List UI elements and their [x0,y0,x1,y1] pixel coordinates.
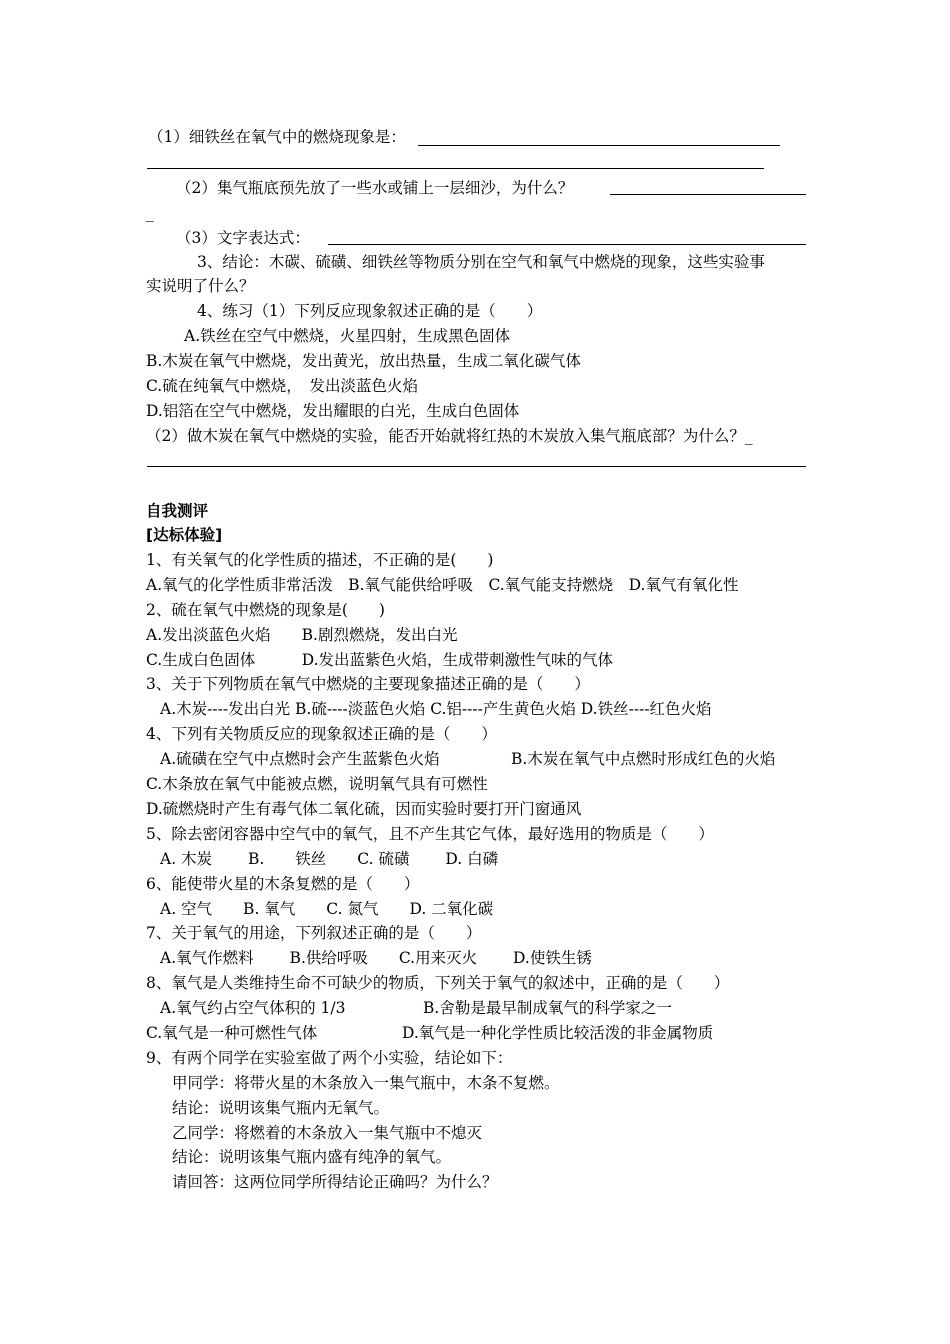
section-subheading: [达标体验] [146,526,223,544]
answer-blank-1-continued[interactable] [147,168,764,169]
answer-blank-4[interactable] [147,466,806,467]
test-q9-student-b: 乙同学：将燃着的木条放入一集气瓶中不熄灭 [172,1124,483,1142]
test-q3: 3、关于下列物质在氧气中燃烧的主要现象描述正确的是（ ） [146,675,590,693]
test-q2: 2、硫在氧气中燃烧的现象是( ) [146,601,385,619]
question-2-prompt: （2）集气瓶底预先放了一些水或铺上一层细沙，为什么？ [176,179,574,197]
test-q2-options-ab: A.发出淡蓝色火焰 B.剧烈燃烧，发出白光 [146,626,458,644]
test-q8-option-b: B.舍勒是最早制成氧气的科学家之一 [423,999,672,1017]
test-q2-options-cd: C.生成白色固体 D.发出蓝紫色火焰，生成带刺激性气味的气体 [146,651,614,669]
practice-option-a: A.铁丝在空气中燃烧，火星四射，生成黑色固体 [184,327,511,345]
test-q4-option-a: A.硫磺在空气中点燃时会产生蓝紫色火焰 [160,750,440,768]
test-q1-options: A.氧气的化学性质非常活泼 B.氧气能供给呼吸 C.氧气能支持燃烧 D.氧气有氧化性 [146,576,739,594]
practice-option-d: D.铝箔在空气中燃烧，发出耀眼的白光，生成白色固体 [146,402,520,420]
question-1-prompt: （1）细铁丝在氧气中的燃烧现象是： [148,128,406,146]
section-heading: 自我测评 [146,502,209,520]
practice-question-1: 4、练习（1）下列反应现象叙述正确的是（ ） [197,302,543,320]
test-q9-conclusion-a: 结论：说明该集气瓶内无氧气。 [172,1099,390,1117]
test-q9-prompt: 请回答：这两位同学所得结论正确吗？为什么？ [172,1173,498,1191]
answer-blank-2-tail: _ [146,204,154,222]
test-q5: 5、除去密闭容器中空气中的氧气，且不产生其它气体，最好选用的物质是（ ） [146,825,714,843]
practice-option-b: B.木炭在氧气中燃烧，发出黄光，放出热量，生成二氧化碳气体 [146,352,581,370]
test-q9: 9、有两个同学在实验室做了两个小实验，结论如下： [146,1049,513,1067]
conclusion-line-2: 实说明了什么？ [146,277,255,295]
question-3-prompt: （3）文字表达式： [176,229,310,247]
test-q7-options: A.氧气作燃料 B.供给呼吸 C.用来灭火 D.使铁生锈 [160,949,592,967]
test-q1: 1、有关氧气的化学性质的描述，不正确的是( ) [146,551,494,569]
test-q6: 6、能使带火星的木条复燃的是（ ） [146,875,420,893]
test-q9-conclusion-b: 结论：说明该集气瓶内盛有纯净的氧气。 [172,1148,452,1166]
test-q8: 8、氧气是人类维持生命不可缺少的物质，下列关于氧气的叙述中，正确的是（ ） [146,974,730,992]
test-q8-option-d: D.氧气是一种化学性质比较活泼的非金属物质 [402,1024,714,1042]
test-q6-options: A. 空气 B. 氧气 C. 氮气 D. 二氧化碳 [160,900,494,918]
test-q7: 7、关于氧气的用途，下列叙述正确的是（ ） [146,924,482,942]
answer-blank-3[interactable] [328,244,806,245]
practice-option-c: C.硫在纯氧气中燃烧， 发出淡蓝色火焰 [146,377,418,395]
test-q4-option-c: C.木条放在氧气中能被点燃，说明氧气具有可燃性 [146,775,488,793]
conclusion-line-1: 3、结论：木碳、硫磺、细铁丝等物质分别在空气和氧气中燃烧的现象，这些实验事 [197,253,765,271]
test-q5-options: A. 木炭 B. 铁丝 C. 硫磺 D. 白磷 [160,850,499,868]
test-q4-option-d: D.硫燃烧时产生有毒气体二氧化硫，因而实验时要打开门窗通风 [146,800,582,818]
test-q4: 4、下列有关物质反应的现象叙述正确的是（ ） [146,725,497,743]
answer-blank-1[interactable] [418,145,780,146]
answer-blank-2[interactable] [610,194,806,195]
test-q8-option-a: A.氧气约占空气体积的 1/3 [160,999,346,1017]
test-q9-student-a: 甲同学：将带火星的木条放入一集气瓶中，木条不复燃。 [172,1074,560,1092]
test-q3-options: A.木炭----发出白光 B.硫----淡蓝色火焰 C.铝----产生黄色火焰 D.铁丝----红色火焰 [160,700,712,718]
practice-question-2: （2）做木炭在氧气中燃烧的实验，能否开始就将红热的木炭放入集气瓶底部？为什么？_ [146,427,753,445]
test-q4-option-b: B.木炭在氧气中点燃时形成红色的火焰 [511,750,776,768]
test-q8-option-c: C.氧气是一种可燃性气体 [146,1024,318,1042]
